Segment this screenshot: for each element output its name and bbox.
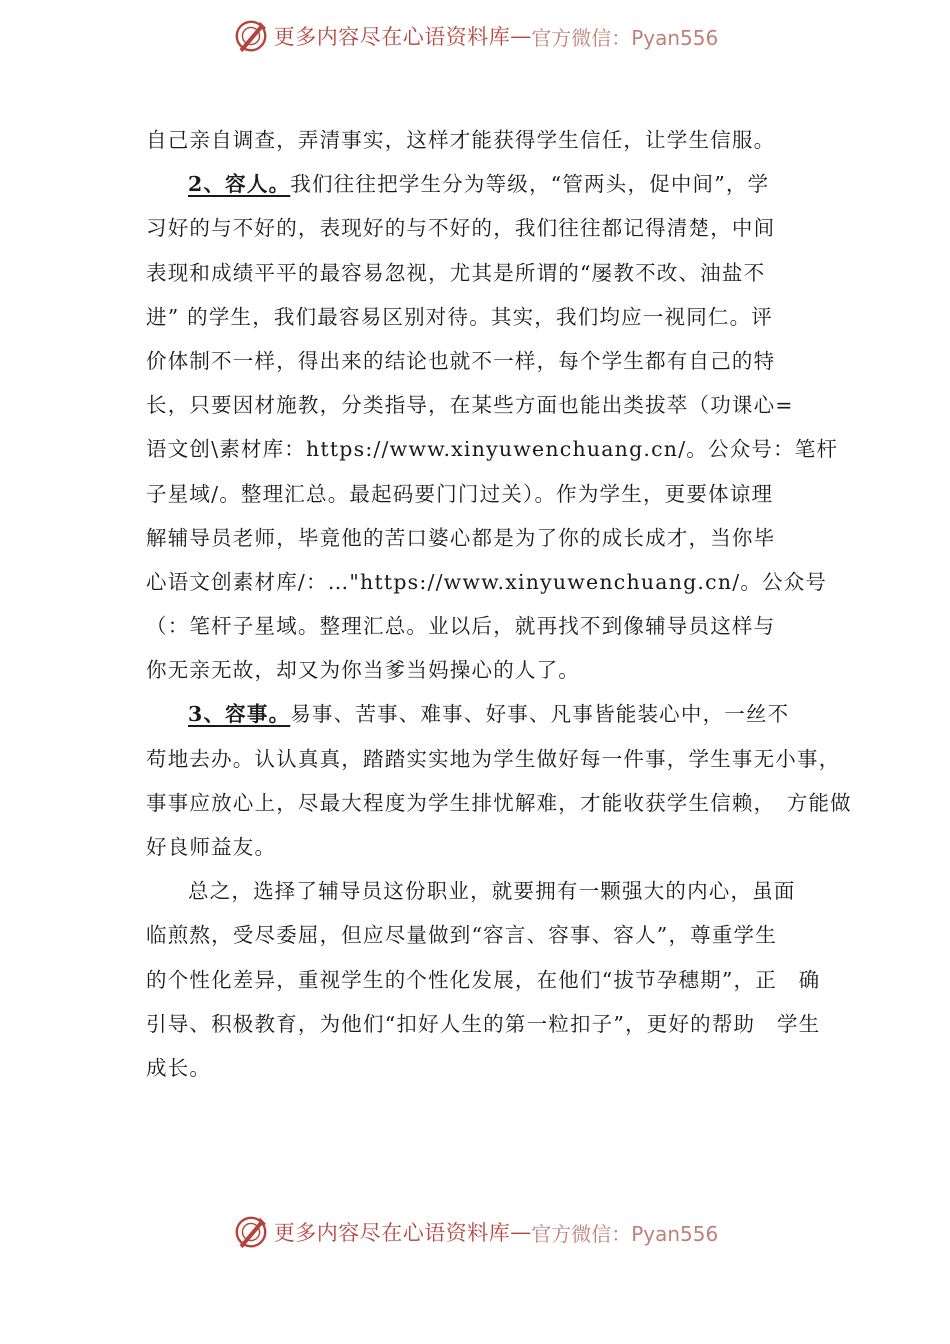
body-line: 表现和成绩平平的最容易忽视，尤其是所谓的“屡教不改、油盐不 — [146, 260, 766, 285]
body-line: 引导、积极教育，为他们“扣好人生的第一粒扣子”，更好的帮助 学生 — [146, 1011, 821, 1036]
footer-brand: 更多内容尽在心语资料库 — [273, 1221, 511, 1245]
body-line: 的个性化差异，重视学生的个性化发展，在他们“拔节孕穗期”，正 确 — [146, 967, 821, 992]
pen-logo-icon — [232, 17, 270, 55]
header-wechat: 官方微信：Pyan556 — [531, 25, 719, 50]
body-line: 苟地去办。认认真真，踏踏实实地为学生做好每一件事，学生事无小事， — [146, 746, 841, 771]
footer-separator: — — [510, 1220, 532, 1244]
body-line — [146, 692, 826, 736]
body-line: 成长。 — [146, 1055, 212, 1080]
body-line: 好良师益友。 — [146, 835, 277, 859]
body-line: 长，只要因材施教，分类指导，在某些方面也能出类拔萃（功课心= — [146, 393, 794, 418]
body-line: 总之，选择了辅导员这份职业，就要拥有一颗强大的内心，虽面 — [188, 879, 796, 904]
body-text: 易事、苦事、难事、好事、凡事皆能装心中，一丝不 — [290, 702, 790, 727]
section-heading-rongren: 2、容人。 — [188, 172, 291, 197]
body-line: 临煎熬，受尽委屈，但应尽量做到“容言、容事、容人”，尊重学生 — [146, 923, 777, 948]
body-line: 进” 的学生，我们最容易区别对待。其实，我们均应一视同仁。评 — [146, 304, 773, 329]
body-line: 解辅导员老师，毕竟他的苦口婆心都是为了你的成长成才，当你毕 — [146, 525, 776, 550]
body-line: （：笔杆子星域。整理汇总。业以后，就再找不到像辅导员这样与 — [146, 614, 776, 639]
body-line: 你无亲无故，却又为你当爹当妈操心的人了。 — [146, 658, 580, 683]
body-line: 子星域/。整理汇总。最起码要门门过关）。作为学生，更要体谅理 — [146, 481, 774, 506]
body-line: 心语文创素材库/：…"https://www.xinyuwenchuang.cn/。公众号 — [146, 569, 828, 594]
body-line: 自己亲自调查，弄清事实，这样才能获得学生信任，让学生信服。 — [146, 128, 776, 152]
section-heading-rongshi: 3、容事。 — [188, 702, 291, 727]
footer-banner — [0, 1210, 950, 1254]
document-body — [146, 118, 852, 1090]
footer-wechat: 官方微信：Pyan556 — [531, 1221, 719, 1246]
body-text: 我们往往把学生分为等级，“管两头，促中间”，学 — [290, 172, 770, 197]
body-line: 语文创\素材库：https://www.xinyuwenchuang.cn/。公众号：笔杆 — [146, 437, 839, 462]
body-line: 价体制不一样，得出来的结论也就不一样，每个学生都有自己的特 — [146, 348, 776, 373]
header-separator: — — [510, 24, 532, 48]
body-line: 习好的与不好的，表现好的与不好的，我们往往都记得清楚，中间 — [146, 216, 776, 241]
body-line — [146, 162, 826, 206]
header-banner — [0, 14, 950, 58]
header-brand: 更多内容尽在心语资料库 — [273, 25, 511, 49]
pen-logo-icon — [232, 1213, 270, 1251]
body-line: 事事应放心上，尽最大程度为学生排忧解难，才能收获学生信赖， 方能做 — [146, 790, 852, 815]
